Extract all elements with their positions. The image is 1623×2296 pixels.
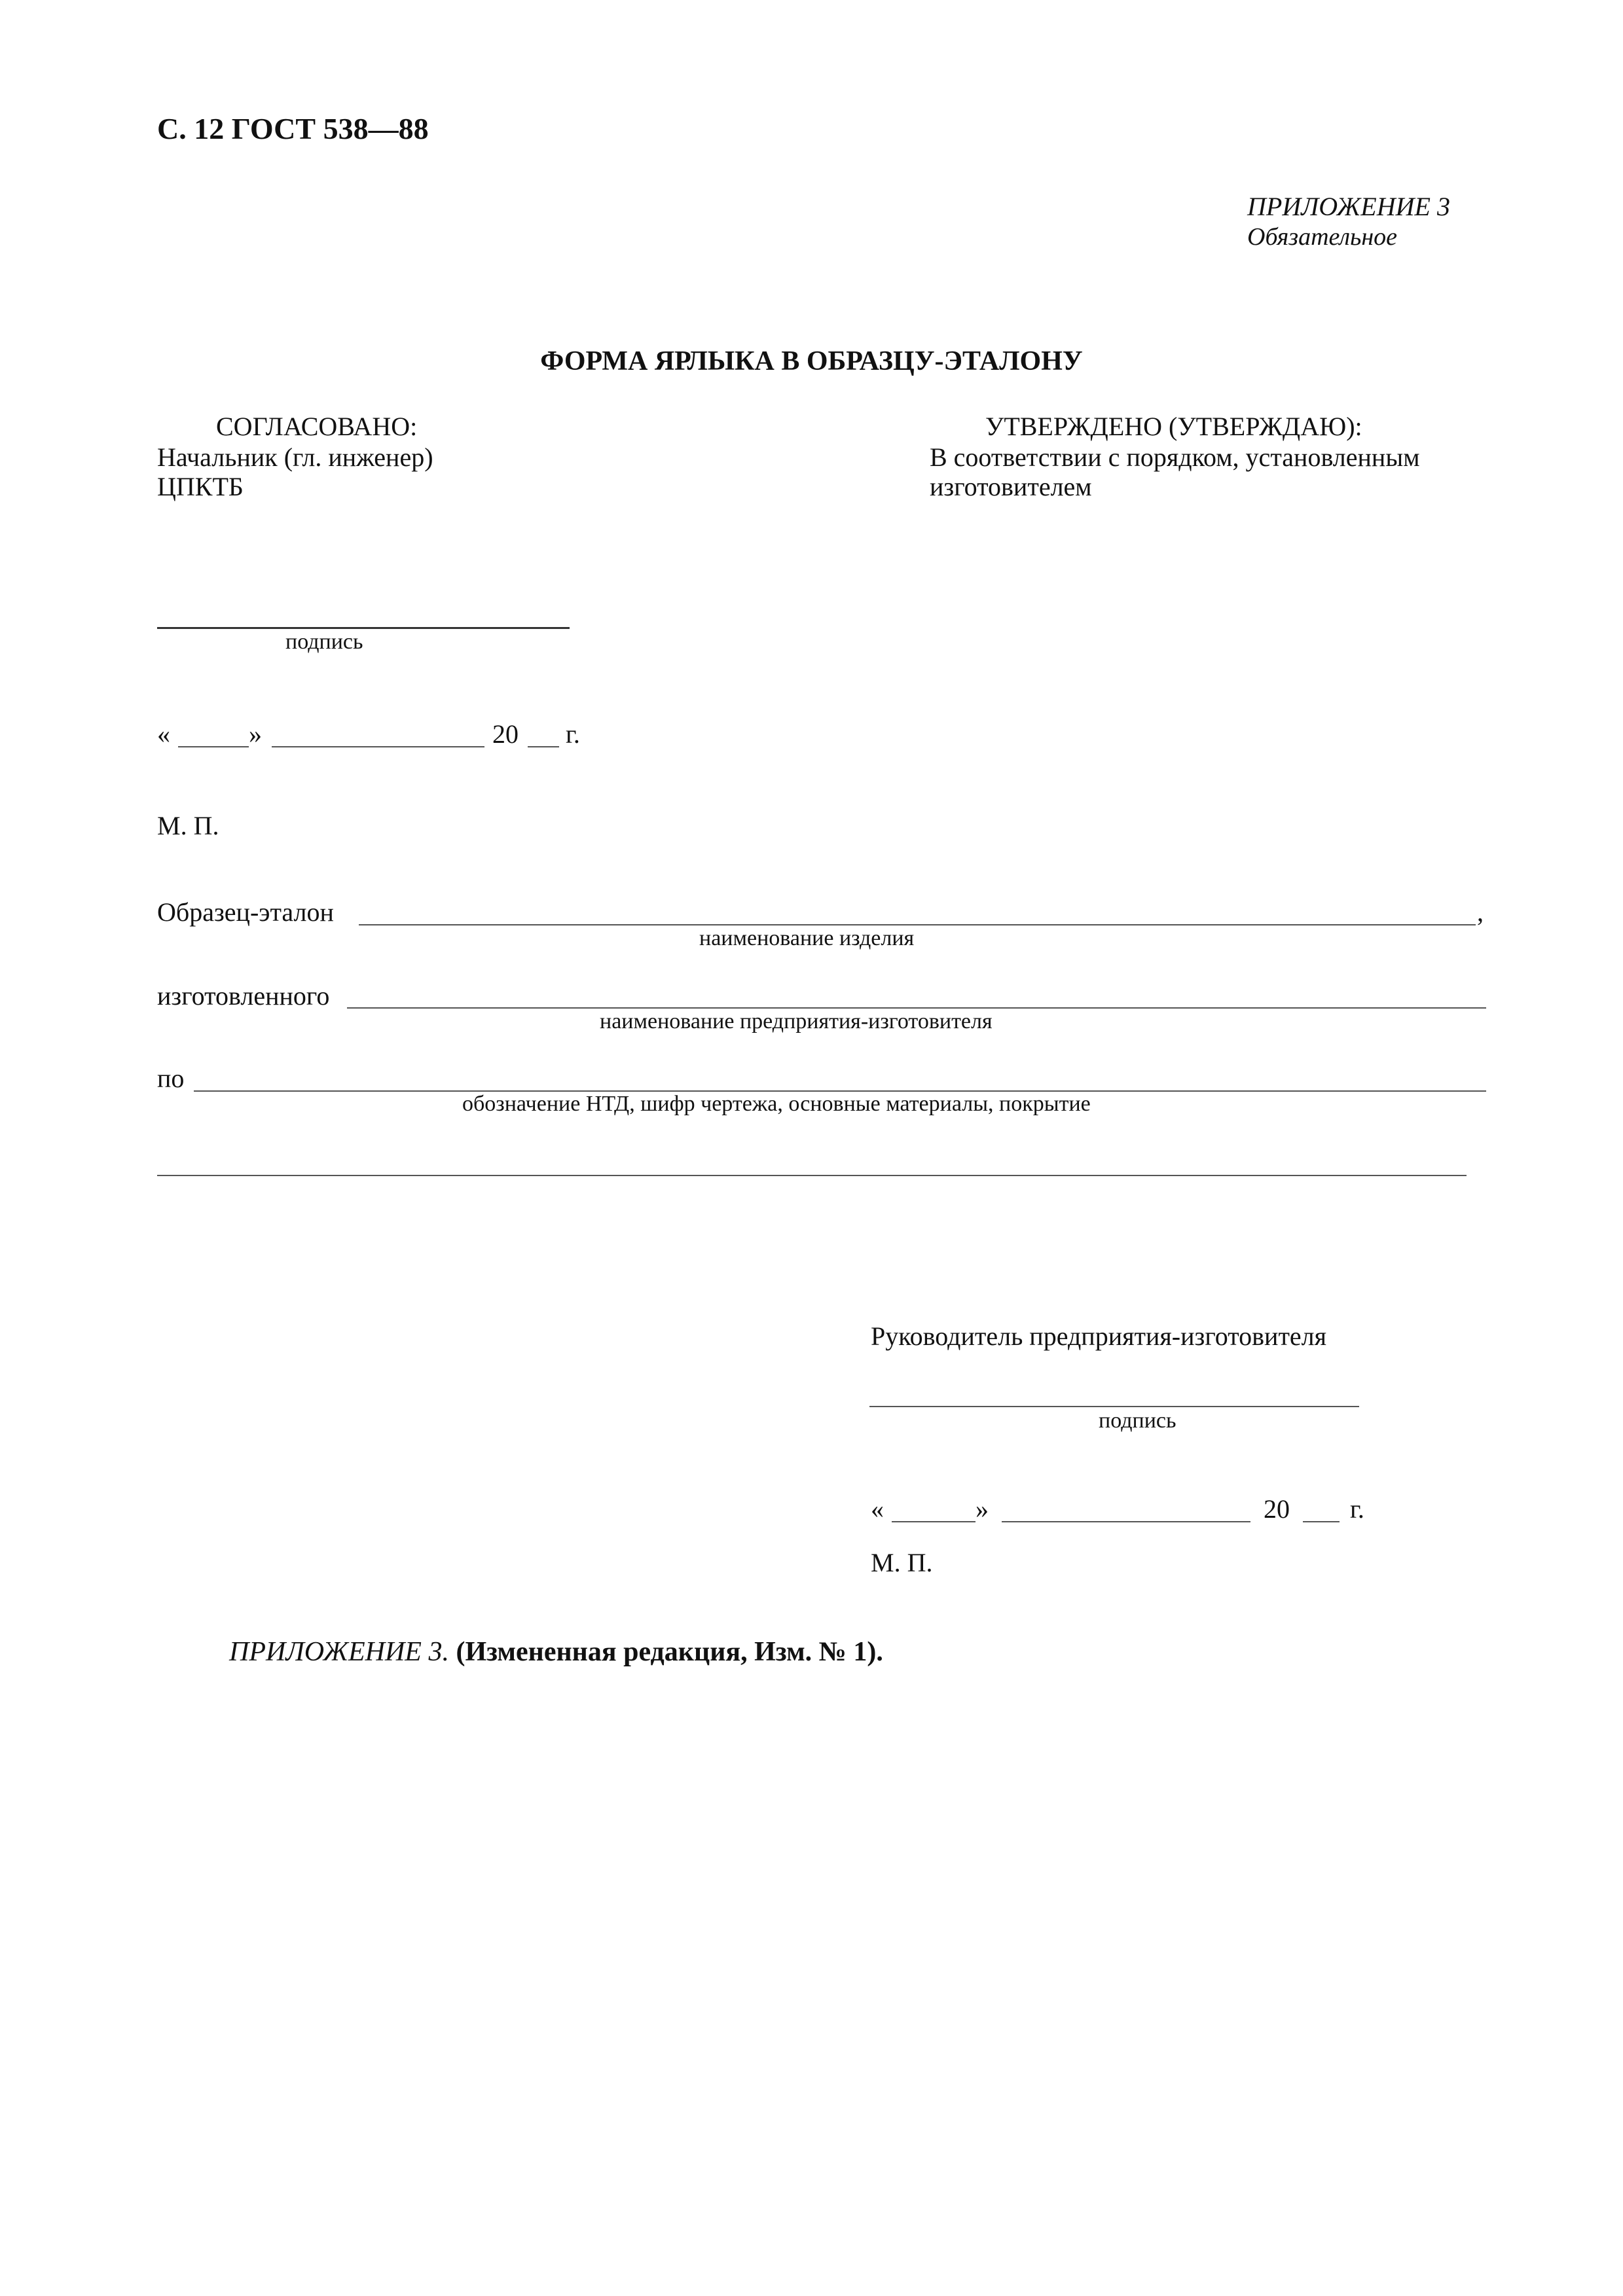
footer-edition-note: (Измененная редакция, Изм. № 1). [456, 1637, 883, 1667]
form-title: ФОРМА ЯРЛЫКА В ОБРАЗЦУ-ЭТАЛОНУ [540, 346, 1083, 376]
made-label: изготовленного [157, 981, 330, 1011]
manufacturer-signature-caption: подпись [1099, 1408, 1176, 1433]
agreed-stamp-place: М. П. [157, 811, 219, 840]
manufacturer-year-prefix: 20 [1264, 1494, 1290, 1524]
approved-heading: УТВЕРЖДЕНО (УТВЕРЖДАЮ): [985, 412, 1362, 441]
agreed-month-blank [272, 746, 484, 747]
footer-note [229, 1636, 883, 1668]
footer-appendix-ref: ПРИЛОЖЕНИЕ 3. [229, 1637, 449, 1667]
agreed-year-suffix: г. [566, 719, 580, 749]
manufacturer-day-blank [892, 1521, 976, 1522]
sample-caption: наименование изделия [699, 926, 915, 950]
appendix-status: Обязательное [1247, 223, 1398, 251]
by-caption: обозначение НТД, шифр чертежа, основные материалы, покрытие [462, 1092, 1091, 1116]
made-caption: наименование предприятия-изготовителя [600, 1009, 993, 1033]
manufacturer-date-open-quote: « [871, 1494, 884, 1524]
manufacturer-date-close-quote: » [976, 1494, 989, 1524]
agreed-date-close-quote: » [249, 719, 262, 749]
manufacturer-title: Руководитель предприятия-изготовителя [871, 1321, 1327, 1351]
appendix-label: ПРИЛОЖЕНИЕ 3 [1247, 192, 1450, 221]
agreed-organization: ЦПКТБ [157, 472, 244, 501]
by-label: по [157, 1064, 185, 1093]
agreed-year-blank [528, 746, 559, 747]
page-header: С. 12 ГОСТ 538—88 [157, 112, 429, 145]
agreed-year-prefix: 20 [492, 719, 519, 749]
sample-blank [359, 924, 1476, 925]
approved-line-1: В соответствии с порядком, установленным [930, 442, 1420, 472]
agreed-heading: СОГЛАСОВАНО: [216, 412, 418, 441]
manufacturer-month-blank [1002, 1521, 1250, 1522]
made-blank [347, 1007, 1486, 1009]
sample-label: Образец-эталон [157, 897, 334, 927]
sample-comma: , [1477, 897, 1484, 927]
agreed-position: Начальник (гл. инженер) [157, 442, 433, 472]
approved-line-2: изготовителем [930, 472, 1092, 501]
manufacturer-stamp-place: М. П. [871, 1548, 933, 1577]
agreed-day-blank [178, 746, 249, 747]
agreed-signature-caption: подпись [285, 630, 363, 654]
manufacturer-year-suffix: г. [1350, 1494, 1364, 1524]
manufacturer-signature-line [869, 1406, 1359, 1407]
agreed-signature-line [157, 627, 570, 629]
manufacturer-year-blank [1303, 1521, 1340, 1522]
extra-blank-line [157, 1175, 1467, 1176]
agreed-date-open-quote: « [157, 719, 170, 749]
